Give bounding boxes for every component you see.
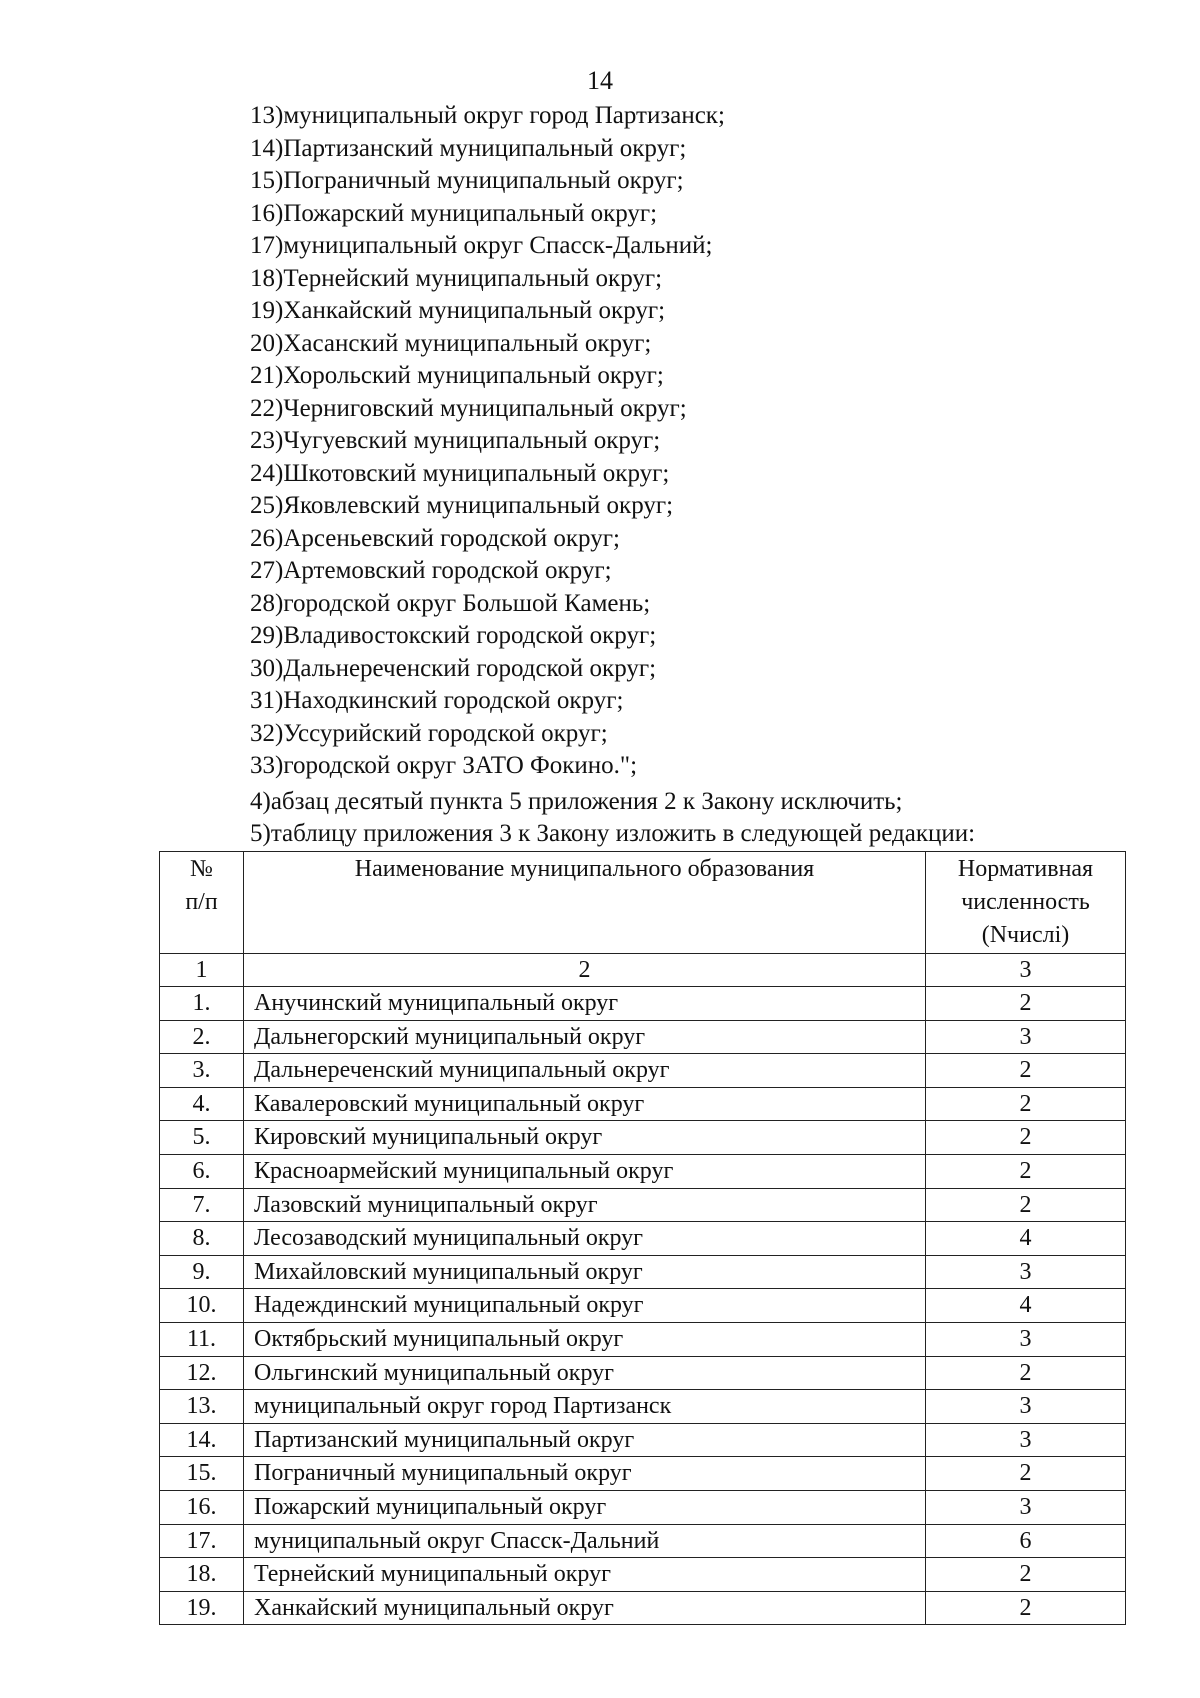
row-municipality-name: Дальнегорский муниципальный округ [244, 1020, 926, 1054]
list-item: 15)Пограничный муниципальный округ; [250, 167, 684, 194]
list-item: 16)Пожарский муниципальный округ; [250, 199, 658, 227]
row-norm-value: 3 [926, 1423, 1126, 1457]
row-municipality-name: Пожарский муниципальный округ [244, 1490, 926, 1524]
header-name-cell [244, 852, 926, 954]
list-item: 19)Ханкайский муниципальный округ; [250, 297, 666, 324]
row-municipality-name: Дальнереченский муниципальный округ [244, 1054, 926, 1088]
row-municipality-name: Кавалеровский муниципальный округ [244, 1087, 926, 1121]
row-norm-value: 2 [926, 1188, 1126, 1222]
header-value-line-1: Нормативная [957, 856, 1094, 882]
list-item: 21)Хорольский муниципальный округ; [250, 362, 664, 389]
row-number: 13. [160, 1390, 244, 1424]
norm-table [159, 851, 1126, 1625]
index-cell-2: 2 [244, 954, 926, 987]
row-number: 15. [160, 1457, 244, 1491]
table-row [160, 1054, 1126, 1088]
table-row [160, 1457, 1126, 1491]
row-municipality-name: Анучинский муниципальный округ [244, 987, 926, 1021]
row-municipality-name: муниципальный округ Спасск-Дальний [244, 1524, 926, 1558]
table-row [160, 1591, 1126, 1625]
list-item: 14)Партизанский муниципальный округ; [250, 134, 687, 162]
row-number: 19. [160, 1591, 244, 1625]
row-norm-value: 2 [926, 987, 1126, 1021]
table-row [160, 1390, 1126, 1424]
row-number: 9. [160, 1255, 244, 1289]
row-number: 10. [160, 1289, 244, 1323]
table-row [160, 1558, 1126, 1592]
row-municipality-name: Лазовский муниципальный округ [244, 1188, 926, 1222]
row-municipality-name: Пограничный муниципальный округ [244, 1457, 926, 1491]
row-number: 16. [160, 1490, 244, 1524]
row-number: 8. [160, 1222, 244, 1256]
list-item: 25)Яковлевский муниципальный округ; [250, 492, 674, 519]
district-list [250, 100, 1130, 783]
index-cell-1: 1 [160, 954, 244, 987]
row-norm-value: 2 [926, 1087, 1126, 1121]
row-number: 4. [160, 1087, 244, 1121]
row-municipality-name: Октябрьский муниципальный округ [244, 1322, 926, 1356]
row-municipality-name: Красноармейский муниципальный округ [244, 1154, 926, 1188]
header-value-cell [926, 852, 1126, 954]
row-municipality-name: Кировский муниципальный округ [244, 1121, 926, 1155]
row-number: 18. [160, 1558, 244, 1592]
table-row [160, 1423, 1126, 1457]
table-row [160, 1490, 1126, 1524]
table-row [160, 1289, 1126, 1323]
list-item: 20)Хасанский муниципальный округ; [250, 329, 652, 357]
paragraph-5: 5)таблицу приложения 3 к Закону изложить в следующей редакции: [250, 820, 976, 847]
row-number: 1. [160, 987, 244, 1021]
row-number: 6. [160, 1154, 244, 1188]
row-municipality-name: Михайловский муниципальный округ [244, 1255, 926, 1289]
row-norm-value: 2 [926, 1356, 1126, 1390]
row-municipality-name: Ханкайский муниципальный округ [244, 1591, 926, 1625]
row-norm-value: 3 [926, 1322, 1126, 1356]
row-number: 7. [160, 1188, 244, 1222]
list-item: 28)городской округ Большой Камень; [250, 589, 651, 617]
index-cell-3: 3 [926, 954, 1126, 987]
row-number: 3. [160, 1054, 244, 1088]
table-row [160, 1356, 1126, 1390]
row-number: 12. [160, 1356, 244, 1390]
list-item: 26)Арсеньевский городской округ; [250, 524, 620, 552]
row-norm-value: 2 [926, 1558, 1126, 1592]
row-municipality-name: Ольгинский муниципальный округ [244, 1356, 926, 1390]
row-norm-value: 3 [926, 1390, 1126, 1424]
row-norm-value: 2 [926, 1591, 1126, 1625]
list-item: 18)Тернейский муниципальный округ; [250, 264, 663, 292]
table-row [160, 1255, 1126, 1289]
header-num-cell [160, 852, 244, 954]
table-row [160, 1154, 1126, 1188]
table-row [160, 1188, 1126, 1222]
table-header-row [160, 852, 1126, 954]
row-number: 11. [160, 1322, 244, 1356]
row-norm-value: 3 [926, 1255, 1126, 1289]
table-row [160, 1121, 1126, 1155]
table-row [160, 987, 1126, 1021]
row-norm-value: 3 [926, 1020, 1126, 1054]
table-row [160, 1322, 1126, 1356]
row-norm-value: 6 [926, 1524, 1126, 1558]
table-row [160, 1087, 1126, 1121]
list-item: 22)Черниговский муниципальный округ; [250, 394, 687, 422]
row-number: 14. [160, 1423, 244, 1457]
row-norm-value: 4 [926, 1222, 1126, 1256]
row-norm-value: 3 [926, 1490, 1126, 1524]
row-norm-value: 2 [926, 1457, 1126, 1491]
list-item: 13)муниципальный округ город Партизанск; [250, 102, 725, 129]
list-item: 29)Владивостокский городской округ; [250, 622, 657, 649]
row-norm-value: 2 [926, 1121, 1126, 1155]
row-norm-value: 4 [926, 1289, 1126, 1323]
list-item: 31)Находкинский городской округ; [250, 687, 624, 714]
row-municipality-name: Лесозаводский муниципальный округ [244, 1222, 926, 1256]
page-number: 14 [587, 66, 613, 95]
row-norm-value: 2 [926, 1054, 1126, 1088]
header-value-line-2: численность [961, 889, 1090, 915]
row-number: 17. [160, 1524, 244, 1558]
list-item: 30)Дальнереченский городской округ; [250, 654, 657, 682]
list-item: 32)Уссурийский городской округ; [250, 719, 608, 747]
header-value-line-3: (Nчислi) [981, 922, 1070, 948]
row-municipality-name: Надеждинский муниципальный округ [244, 1289, 926, 1323]
table-row [160, 1222, 1126, 1256]
table-index-row [160, 954, 1126, 987]
row-norm-value: 2 [926, 1154, 1126, 1188]
table-row [160, 1020, 1126, 1054]
list-item: 23)Чугуевский муниципальный округ; [250, 427, 661, 454]
list-item: 24)Шкотовский муниципальный округ; [250, 459, 670, 487]
header-num-label: п/п [185, 889, 218, 915]
table-row [160, 1524, 1126, 1558]
row-municipality-name: Тернейский муниципальный округ [244, 1558, 926, 1592]
row-number: 5. [160, 1121, 244, 1155]
list-item: 17)муниципальный округ Спасск-Дальний; [250, 232, 713, 259]
list-item: 27)Артемовский городской округ; [250, 557, 612, 584]
header-name-label: Наименование муниципального образования [354, 856, 815, 882]
header-num-symbol: № [190, 856, 213, 882]
row-number: 2. [160, 1020, 244, 1054]
paragraph-4: 4)абзац десятый пункта 5 приложения 2 к Закону исключить; [250, 788, 903, 815]
row-municipality-name: Партизанский муниципальный округ [244, 1423, 926, 1457]
list-item: 33)городской округ ЗАТО Фокино."; [250, 752, 638, 779]
row-municipality-name: муниципальный округ город Партизанск [244, 1390, 926, 1424]
